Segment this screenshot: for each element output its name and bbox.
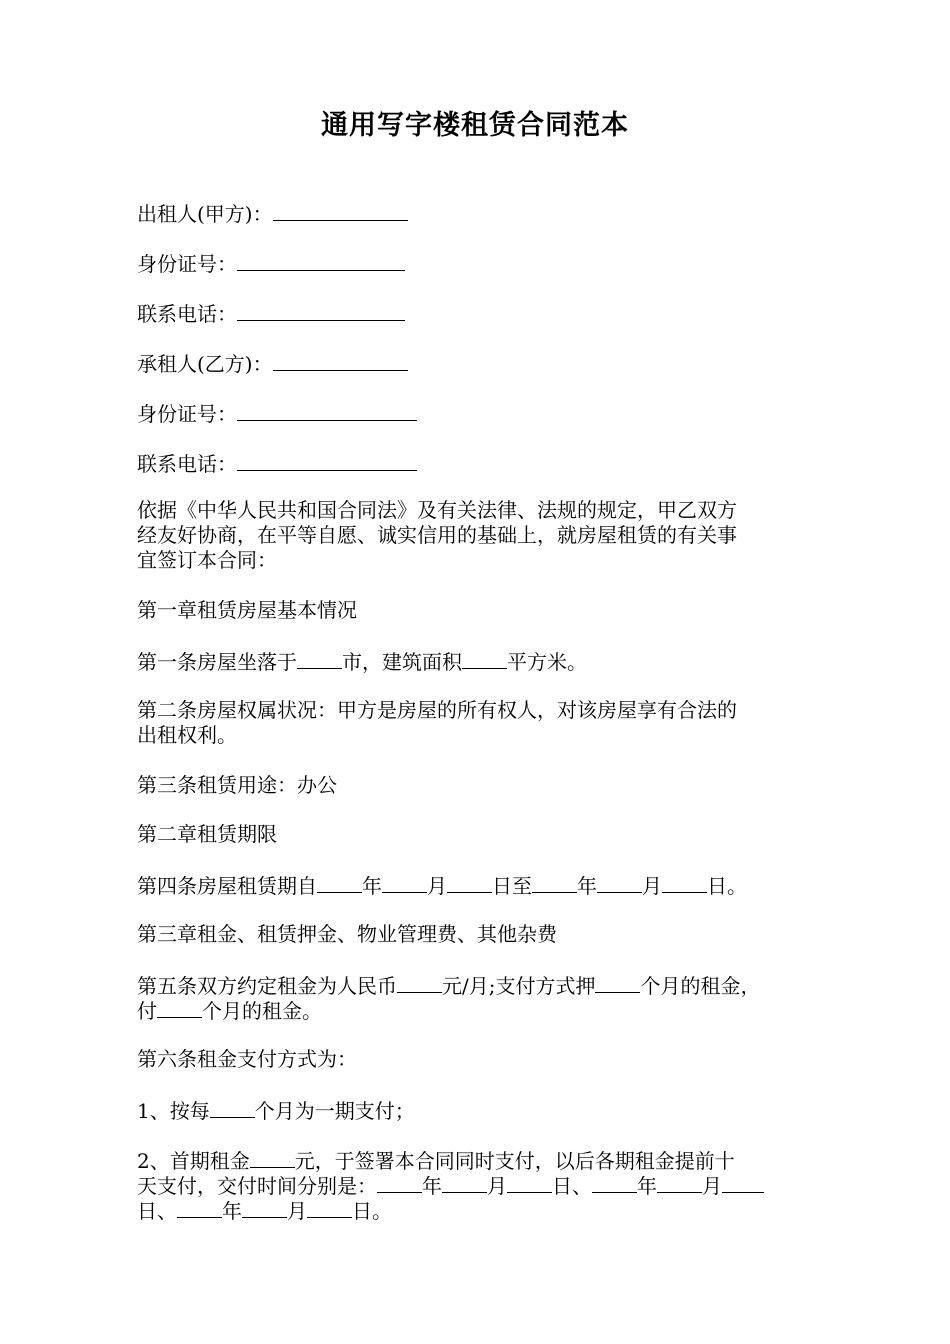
pay-day-2-blank: [722, 1172, 764, 1193]
pay-year-3-blank: [177, 1197, 222, 1218]
end-year-blank: [532, 872, 577, 893]
month-label: 月: [427, 874, 447, 898]
start-month-blank: [382, 872, 427, 893]
article-6: 第六条租金支付方式为：: [137, 1047, 357, 1071]
first-rent-blank: [250, 1147, 295, 1168]
lessee-id-line: [137, 400, 827, 427]
lessor-phone-blank: [237, 300, 405, 321]
item-2-line-2: [137, 1172, 827, 1199]
month-label: 月: [642, 874, 662, 898]
item-2-text-a: 2、首期租金: [137, 1149, 250, 1173]
lessee-id-label: 身份证号：: [137, 402, 237, 426]
year-label: 年: [222, 1199, 242, 1223]
end-day-blank: [662, 872, 707, 893]
deposit-months-blank: [595, 972, 640, 993]
pay-month-3-blank: [242, 1197, 287, 1218]
lessee-phone-line: [137, 450, 827, 477]
day-label: 日、: [552, 1174, 592, 1198]
day-label: 日。: [707, 874, 747, 898]
area-blank: [462, 648, 507, 669]
year-label: 年: [362, 874, 382, 898]
article-5-text-d: 付: [137, 999, 157, 1023]
lessor-id-line: [137, 250, 827, 277]
start-year-blank: [317, 872, 362, 893]
article-2-line-1: 第二条房屋权属状况：甲方是房屋的所有权人，对该房屋享有合法的: [137, 698, 737, 722]
pay-year-1-blank: [377, 1172, 422, 1193]
lessor-blank: [273, 200, 408, 221]
lessee-phone-label: 联系电话：: [137, 452, 237, 476]
rent-amount-blank: [397, 972, 442, 993]
year-label: 年: [577, 874, 597, 898]
document-title: 通用写字楼租赁合同范本: [321, 110, 629, 141]
article-1-text-c: 平方米。: [507, 650, 587, 674]
day-label: 日、: [137, 1199, 177, 1223]
article-4: [137, 872, 827, 899]
city-blank: [297, 648, 342, 669]
pay-month-2-blank: [657, 1172, 702, 1193]
lessee-phone-blank: [237, 450, 417, 471]
item-2-line-3: [137, 1197, 827, 1224]
day-label: 日。: [352, 1199, 392, 1223]
item-1-text-b: 个月为一期支付；: [254, 1099, 415, 1123]
lessor-label: 出租人(甲方)：: [137, 202, 273, 226]
lessor-id-blank: [237, 250, 405, 271]
article-5-text-e: 个月的租金。: [202, 999, 322, 1023]
pay-day-1-blank: [507, 1172, 552, 1193]
article-2-line-2: 出租权利。: [137, 723, 237, 747]
intro-line-1: 依据《中华人民共和国合同法》及有关法律、法规的规定，甲乙双方: [137, 498, 737, 522]
article-3: 第三条租赁用途：办公: [137, 773, 337, 797]
chapter-3-heading: 第三章租金、租赁押金、物业管理费、其他杂费: [137, 922, 557, 946]
article-5-line-1: [137, 972, 827, 999]
intro-line-3: 宜签订本合同：: [137, 548, 277, 572]
lessor-id-label: 身份证号：: [137, 252, 237, 276]
chapter-1-heading: 第一章租赁房屋基本情况: [137, 598, 357, 622]
lessee-id-blank: [237, 400, 417, 421]
lessee-label: 承租人(乙方)：: [137, 352, 273, 376]
lessee-blank: [273, 350, 408, 371]
day-to-label: 日至: [492, 874, 532, 898]
lessor-line: [137, 200, 827, 227]
article-1: [137, 648, 827, 675]
item-2-text-b: 元，于签署本合同同时支付，以后各期租金提前十: [294, 1149, 735, 1173]
pay-day-3-blank: [307, 1197, 352, 1218]
month-label: 月: [702, 1174, 722, 1198]
pay-months-blank: [157, 997, 202, 1018]
period-months-blank: [210, 1097, 255, 1118]
end-month-blank: [597, 872, 642, 893]
month-label: 月: [287, 1199, 307, 1223]
lessor-phone-line: [137, 300, 827, 327]
article-1-text-a: 第一条房屋坐落于: [137, 650, 297, 674]
article-5-text-b: 元/月;支付方式押: [442, 974, 596, 998]
article-4-text: 第四条房屋租赁期自: [137, 874, 317, 898]
pay-month-1-blank: [442, 1172, 487, 1193]
year-label: 年: [637, 1174, 657, 1198]
lessor-phone-label: 联系电话：: [137, 302, 237, 326]
article-1-text-b: 市，建筑面积: [342, 650, 462, 674]
item-1: [137, 1097, 827, 1124]
article-5-text-c: 个月的租金，: [640, 974, 761, 998]
item-2-line-1: [137, 1147, 827, 1174]
year-label: 年: [422, 1174, 442, 1198]
pay-year-2-blank: [592, 1172, 637, 1193]
intro-line-2: 经友好协商，在平等自愿、诚实信用的基础上，就房屋租赁的有关事: [137, 523, 737, 547]
article-5-text-a: 第五条双方约定租金为人民币: [137, 974, 397, 998]
month-label: 月: [487, 1174, 507, 1198]
article-5-line-2: [137, 997, 827, 1024]
chapter-2-heading: 第二章租赁期限: [137, 822, 277, 846]
lessee-line: [137, 350, 827, 377]
start-day-blank: [447, 872, 492, 893]
item-1-text-a: 1、按每: [137, 1099, 210, 1123]
item-2-text-c: 天支付，交付时间分别是：: [137, 1174, 377, 1198]
